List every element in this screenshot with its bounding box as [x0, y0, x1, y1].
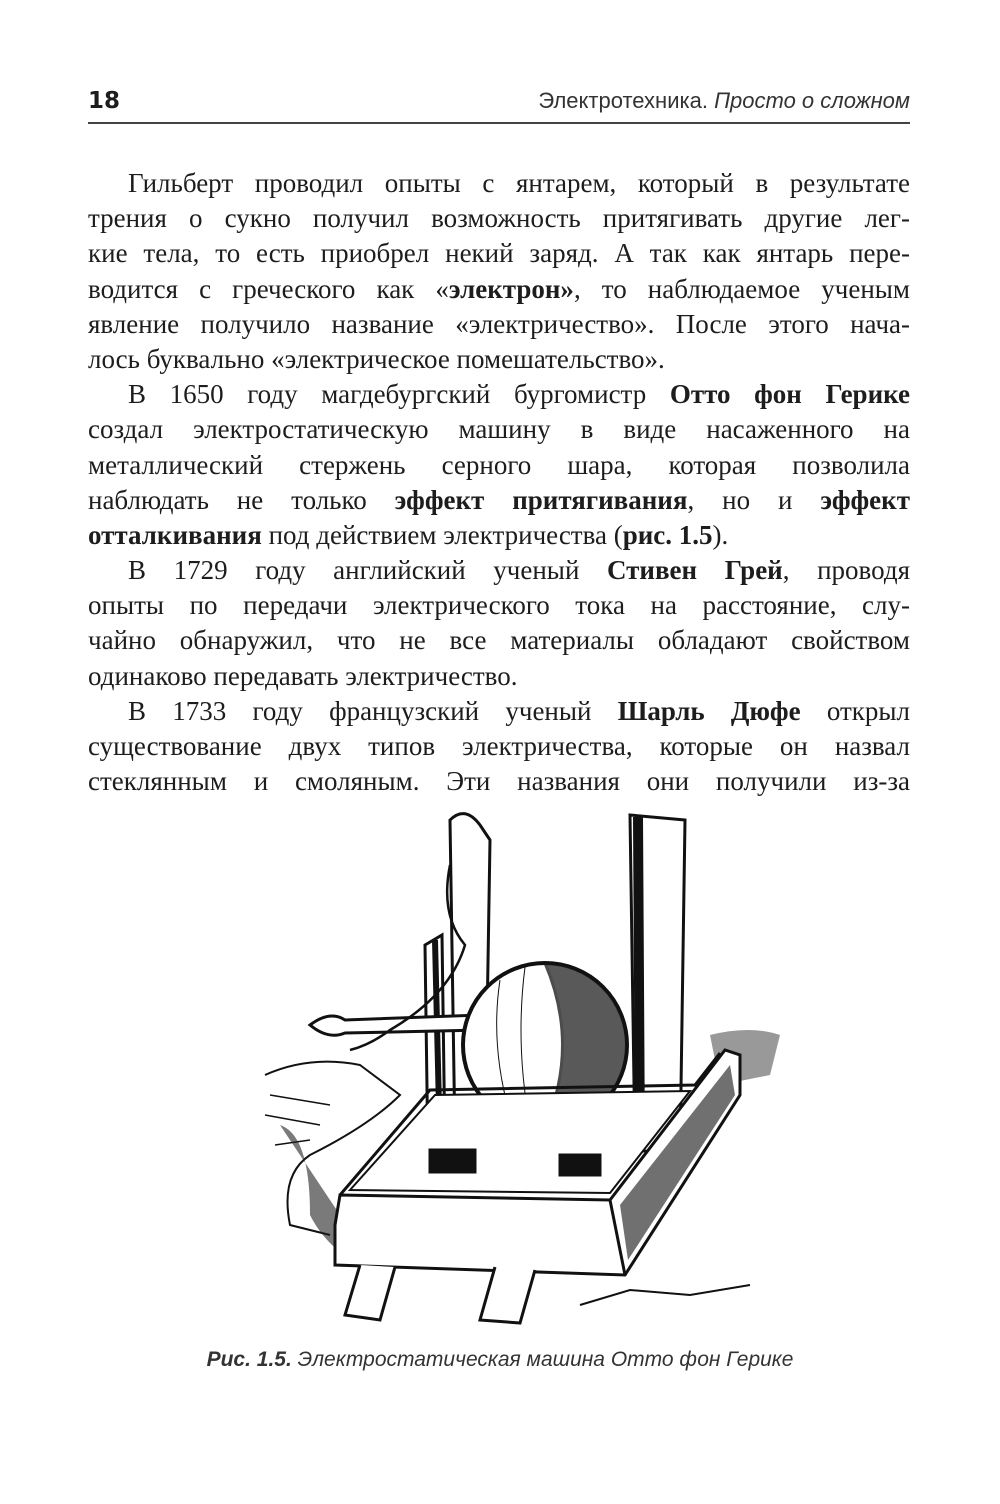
bold-term: отталкивания: [88, 519, 262, 550]
text-segment: , но и: [687, 484, 821, 515]
text-segment: , то наблюдаемое ученым: [573, 273, 910, 304]
figure-label: Рис. 1.5.: [206, 1348, 292, 1371]
body-text: [88, 166, 910, 799]
text-segment: наблюдать не только: [88, 484, 395, 515]
text-segment: В 1733 году французский ученый: [128, 695, 618, 726]
page-number: 18: [88, 88, 121, 114]
text-line: [88, 342, 910, 377]
text-line: [88, 729, 910, 764]
text-segment: одинаково передавать электричество.: [88, 660, 518, 691]
bold-term: Отто фон Герике: [669, 379, 910, 410]
text-line: [88, 272, 910, 307]
text-segment: водится с греческого как «: [88, 273, 449, 304]
bold-term: Стивен Грей: [607, 555, 783, 586]
text-segment: опыты по передачи электрического тока на расстояние, слу-: [88, 590, 910, 621]
text-line: [88, 236, 910, 271]
text-segment: чайно обнаружил, что не все материалы обладают свойством: [88, 625, 910, 656]
text-segment: , проводя: [782, 555, 910, 586]
text-segment: под действием электричества (: [261, 519, 623, 550]
book-subtitle: Просто о сложном: [714, 88, 910, 113]
text-segment: существование двух типов электричества, которые он назвал: [88, 731, 910, 761]
figure-caption: [0, 1348, 1000, 1372]
text-line: [88, 623, 910, 658]
text-segment: В 1650 году магдебургский бургомистр: [128, 379, 670, 410]
text-segment: кие тела, то есть приобрел некий заряд. А так как янтарь пере-: [88, 238, 910, 269]
bold-term: эффект притягивания: [394, 484, 688, 515]
bold-term: Шарль Дюфе: [617, 695, 801, 726]
book-title: Электротехника.: [538, 88, 708, 113]
text-line: [88, 307, 910, 342]
text-line: [88, 588, 910, 623]
figure-illustration-electrostatic-machine: [250, 795, 800, 1340]
text-line: [88, 448, 910, 483]
bold-term: электрон»: [448, 273, 574, 304]
header-rule: [88, 122, 910, 124]
text-segment: металлический стержень серного шара, которая позволила: [88, 449, 910, 480]
text-segment: Гильберт проводил опыты с янтарем, который в результате: [128, 168, 910, 198]
text-segment: трения о сукно получил возможность притягивать другие лег-: [88, 203, 910, 234]
text-segment: явление получило название «электричество». После этого нача-: [88, 308, 910, 339]
text-line: [88, 659, 910, 694]
text-segment: создал электростатическую машину в виде насаженного на: [88, 414, 910, 445]
figure-caption-text: Электростатическая машина Отто фон Герике: [291, 1348, 794, 1371]
text-line: [88, 412, 910, 447]
running-header: [538, 88, 910, 114]
bold-term: рис. 1.5: [622, 519, 713, 550]
bold-term: эффект: [820, 484, 910, 515]
text-segment: открыл: [800, 695, 910, 726]
text-segment: В 1729 году английский ученый: [128, 555, 608, 586]
text-segment: лось буквально «электрическое помешательство».: [88, 343, 665, 374]
text-segment: стеклянным и смоляным. Эти названия они получили из-за: [88, 766, 910, 797]
text-line: [88, 518, 910, 553]
text-line: [88, 553, 910, 588]
text-line: [88, 694, 910, 729]
text-line: [88, 377, 910, 412]
text-segment: ).: [712, 519, 729, 550]
text-line: [88, 201, 910, 236]
text-line: [88, 166, 910, 201]
text-line: [88, 483, 910, 518]
